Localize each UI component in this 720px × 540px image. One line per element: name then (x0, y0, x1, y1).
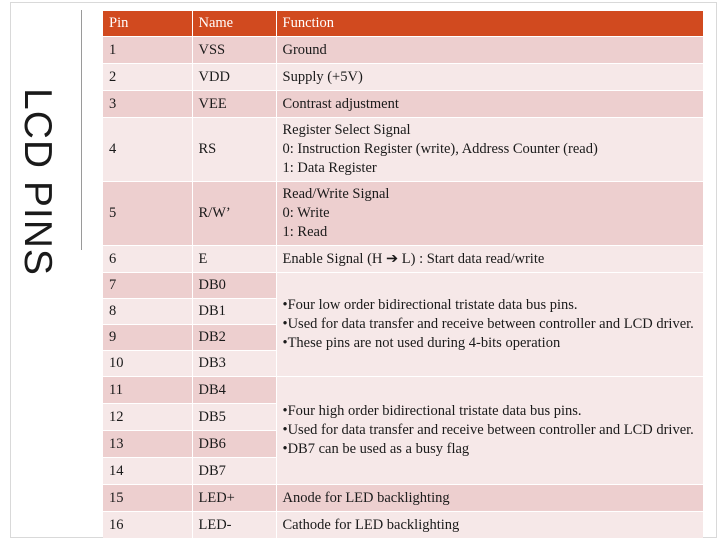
function-line: Enable Signal (H ➔ L) : Start data read/write (282, 250, 545, 267)
table-row (103, 512, 703, 539)
pin-number: 10 (103, 351, 192, 377)
pin-number: 6 (103, 246, 192, 273)
pin-name: DB7 (192, 458, 276, 485)
header-function: Function (276, 11, 703, 37)
pin-name: DB3 (192, 351, 276, 377)
pin-function (276, 37, 703, 64)
pin-function (276, 91, 703, 118)
pin-name: VDD (192, 64, 276, 91)
function-line: Cathode for LED backlighting (282, 516, 460, 533)
table-row (103, 182, 703, 246)
header-name: Name (192, 11, 276, 37)
table-row (103, 377, 703, 404)
table-row (103, 91, 703, 118)
pin-number: 11 (103, 377, 192, 404)
slide-title: LCD PINS (16, 88, 59, 276)
pin-number: 15 (103, 485, 192, 512)
pin-name: E (192, 246, 276, 273)
title-divider (81, 10, 82, 250)
pin-name: RS (192, 118, 276, 182)
pin-function (276, 246, 703, 273)
pin-number: 13 (103, 431, 192, 458)
pin-number: 5 (103, 182, 192, 246)
pin-number: 2 (103, 64, 192, 91)
pin-function (276, 64, 703, 91)
function-line: Read/Write Signal (282, 186, 390, 202)
function-line: Register Select Signal (282, 122, 411, 138)
low-order-bus-description (276, 273, 703, 377)
function-line: •Used for data transfer and receive between controller and LCD driver. (282, 316, 694, 332)
function-line: •Four high order bidirectional tristate data bus pins. (282, 403, 582, 419)
table-row (103, 37, 703, 64)
function-line: Ground (282, 41, 327, 58)
pin-name: VEE (192, 91, 276, 118)
function-line: 0: Write (282, 205, 330, 221)
pin-function (276, 512, 703, 539)
pin-name: LED- (192, 512, 276, 539)
table-row (103, 118, 703, 182)
lcd-pin-table (103, 11, 703, 539)
pin-number: 3 (103, 91, 192, 118)
pin-function (276, 118, 703, 182)
pin-number: 7 (103, 273, 192, 299)
pin-number: 1 (103, 37, 192, 64)
pin-function (276, 182, 703, 246)
pin-name: DB0 (192, 273, 276, 299)
pin-number: 14 (103, 458, 192, 485)
pin-number: 16 (103, 512, 192, 539)
pin-number: 4 (103, 118, 192, 182)
pin-name: R/W’ (192, 182, 276, 246)
pin-function (276, 485, 703, 512)
function-line: •DB7 can be used as a busy flag (282, 441, 470, 457)
function-line: •Used for data transfer and receive between controller and LCD driver. (282, 422, 694, 438)
function-line: 0: Instruction Register (write), Address Counter (read) (282, 141, 598, 157)
high-order-bus-description (276, 377, 703, 485)
pin-name: DB2 (192, 325, 276, 351)
function-line: •These pins are not used during 4-bits operation (282, 335, 561, 351)
function-line: •Four low order bidirectional tristate data bus pins. (282, 297, 578, 313)
pin-name: DB6 (192, 431, 276, 458)
table-row (103, 64, 703, 91)
function-line: Contrast adjustment (282, 95, 399, 112)
table-row (103, 273, 703, 299)
function-line: 1: Read (282, 224, 328, 240)
pin-name: LED+ (192, 485, 276, 512)
pin-number: 9 (103, 325, 192, 351)
pin-name: DB4 (192, 377, 276, 404)
function-line: 1: Data Register (282, 160, 377, 176)
pin-name: DB5 (192, 404, 276, 431)
pin-number: 8 (103, 299, 192, 325)
table-row (103, 246, 703, 273)
table-row (103, 485, 703, 512)
header-pin: Pin (103, 11, 192, 37)
table-header-row (103, 11, 703, 37)
pin-name: DB1 (192, 299, 276, 325)
pin-number: 12 (103, 404, 192, 431)
function-line: Anode for LED backlighting (282, 489, 450, 506)
function-line: Supply (+5V) (282, 68, 363, 85)
pin-name: VSS (192, 37, 276, 64)
